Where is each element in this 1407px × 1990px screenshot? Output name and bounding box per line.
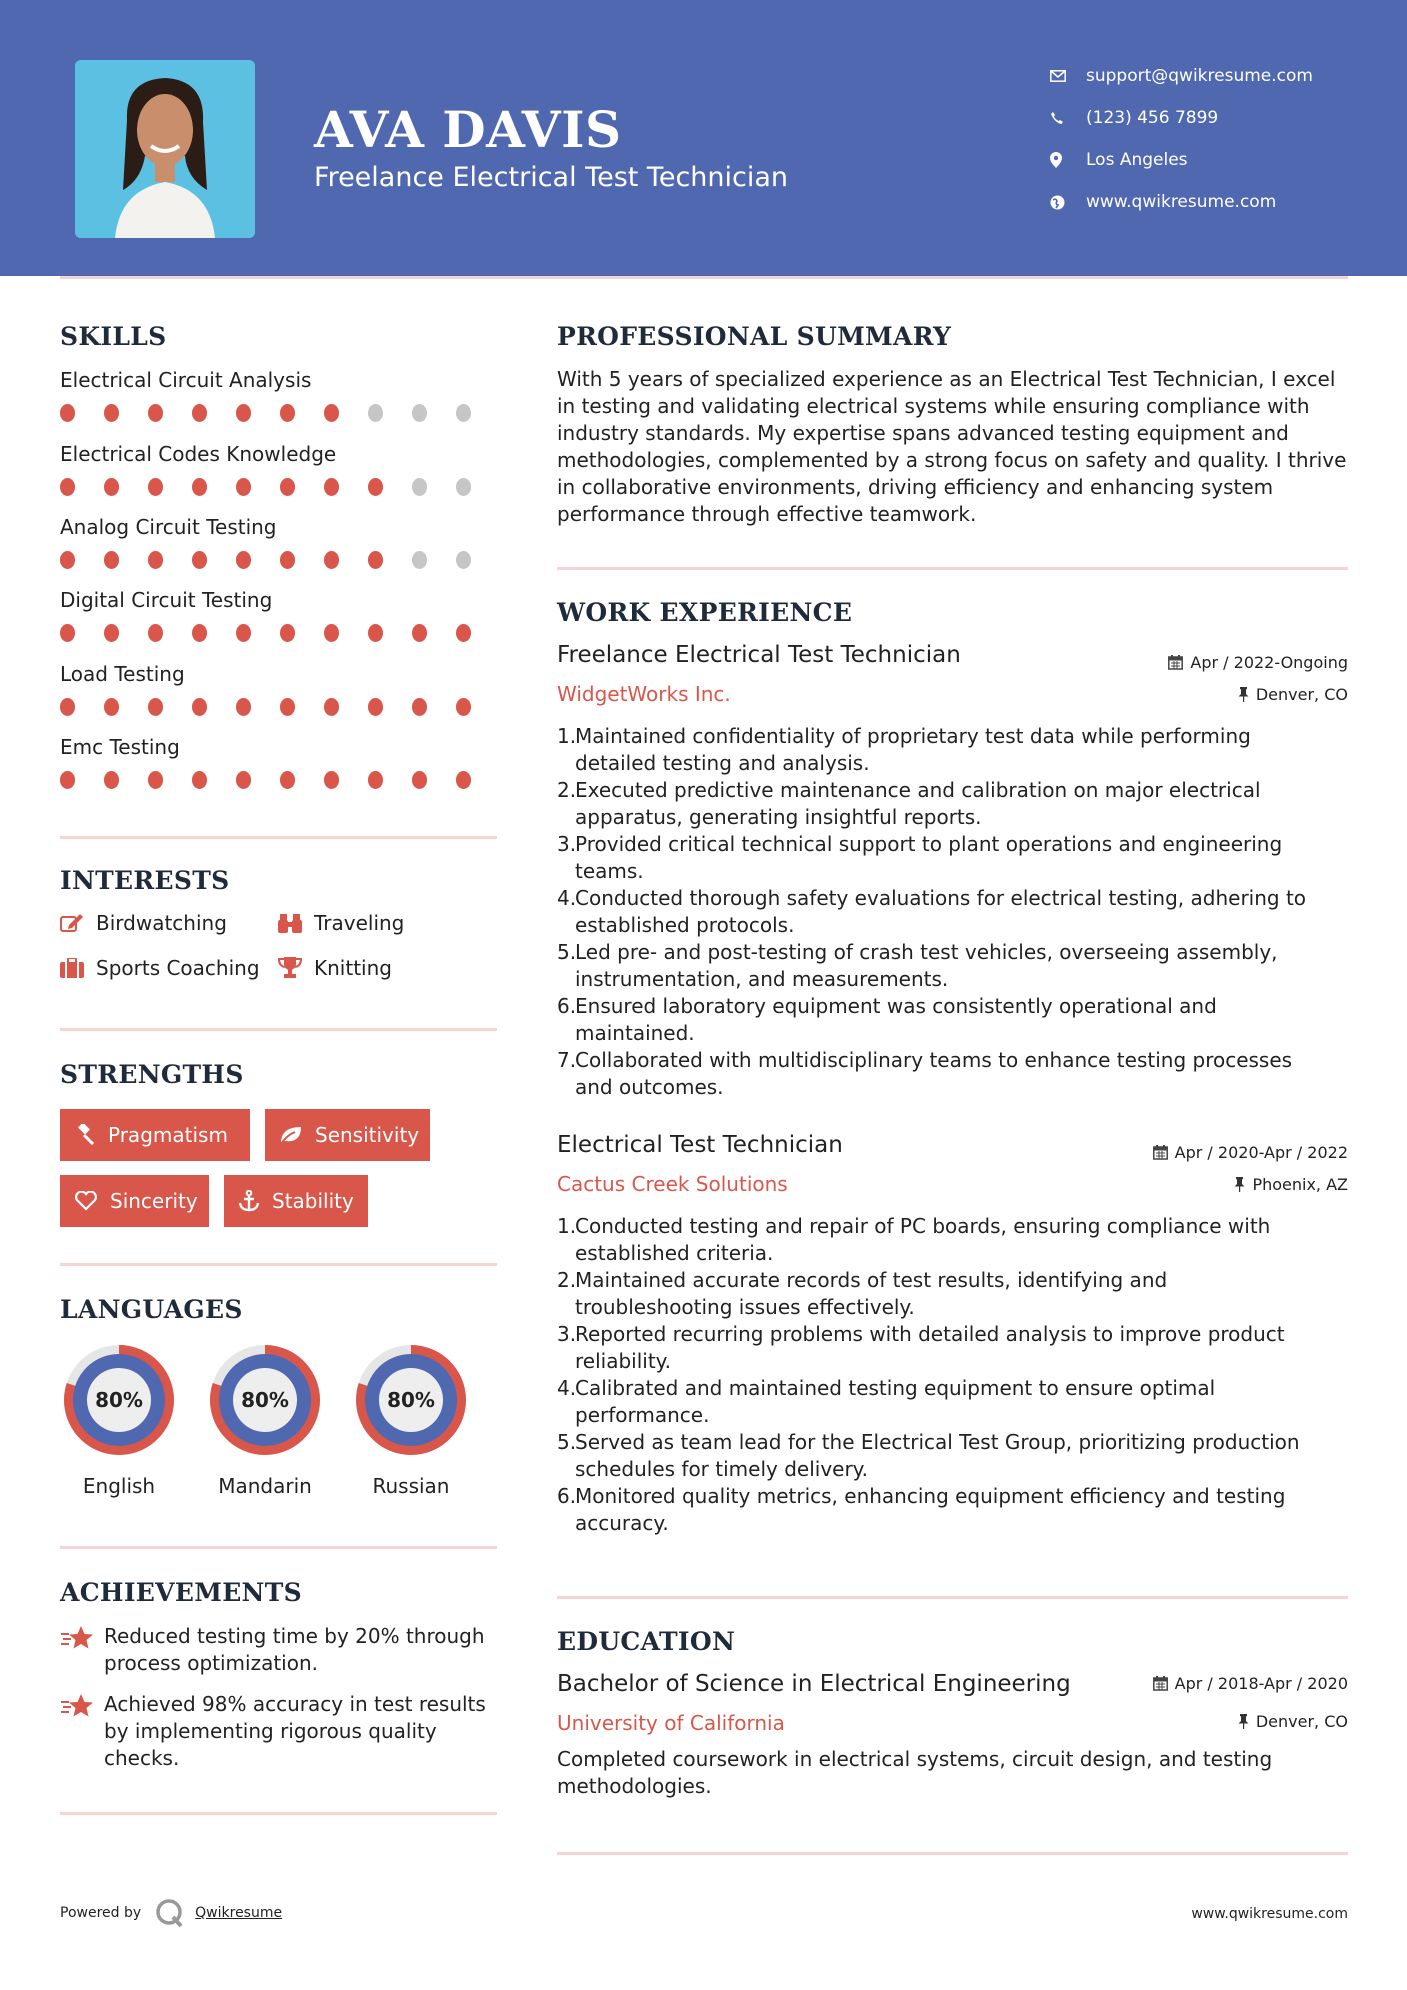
interest-label: Sports Coaching <box>96 956 260 980</box>
rating-dot-filled <box>148 771 163 789</box>
language-percent: 80% <box>387 1388 435 1412</box>
rating-dot-filled <box>280 624 295 642</box>
contact-phone-text: (123) 456 7899 <box>1086 108 1219 128</box>
job-company: WidgetWorks Inc. <box>557 682 731 706</box>
language-ring <box>57 1338 181 1462</box>
summary-heading: PROFESSIONAL SUMMARY <box>557 322 952 351</box>
footer-brand-link[interactable]: Qwikresume <box>195 1905 283 1921</box>
rating-dot-empty <box>456 478 471 496</box>
contact-email[interactable] <box>1050 55 1313 97</box>
rating-dot-filled <box>104 551 119 569</box>
bullet-number: 1. <box>557 724 577 748</box>
education-location <box>1238 1712 1348 1731</box>
rating-dot-filled <box>60 551 75 569</box>
job-bullet <box>557 885 1352 939</box>
rating-dot-filled <box>236 404 251 422</box>
star-icon <box>60 1623 104 1677</box>
rating-dot-filled <box>192 404 207 422</box>
strength-badge <box>265 1109 430 1161</box>
trophy-icon <box>278 957 314 979</box>
skill-name: Analog Circuit Testing <box>60 515 277 539</box>
heart-icon <box>74 1191 98 1211</box>
job-location <box>1238 685 1348 704</box>
star-icon <box>60 1691 104 1772</box>
rating-dot-filled <box>104 771 119 789</box>
job-bullet <box>557 1429 1352 1483</box>
contact-phone[interactable] <box>1050 97 1313 139</box>
bullet-text: Ensured laboratory equipment was consistently operational and maintained. <box>575 994 1217 1045</box>
language-ring <box>349 1338 473 1462</box>
bullet-number: 1. <box>557 1214 577 1238</box>
interest-item <box>60 956 260 980</box>
rating-dot-filled <box>192 478 207 496</box>
skill-rating <box>60 698 500 716</box>
bullet-number: 6. <box>557 1484 577 1508</box>
interest-label: Traveling <box>314 911 405 935</box>
job-bullet <box>557 1375 1352 1429</box>
job-date-text: Apr / 2020-Apr / 2022 <box>1174 1143 1348 1162</box>
rating-dot-filled <box>324 698 339 716</box>
rating-dot-filled <box>60 624 75 642</box>
skill-rating <box>60 624 500 642</box>
skill-item <box>60 442 500 496</box>
rating-dot-empty <box>456 551 471 569</box>
contact-website[interactable] <box>1050 181 1313 223</box>
job-bullet <box>557 939 1352 993</box>
bullet-text: Reported recurring problems with detailed analysis to improve product reliability. <box>575 1322 1285 1373</box>
job-date <box>1168 653 1348 672</box>
rating-dot-filled <box>280 551 295 569</box>
bullet-number: 6. <box>557 994 577 1018</box>
strength-label: Pragmatism <box>108 1123 228 1147</box>
rating-dot-filled <box>148 551 163 569</box>
experience-heading: WORK EXPERIENCE <box>557 598 853 627</box>
education-heading: EDUCATION <box>557 1627 736 1656</box>
rating-dot-filled <box>324 478 339 496</box>
achievement-item <box>60 1623 500 1677</box>
section-divider <box>60 1263 497 1266</box>
contact-location-text: Los Angeles <box>1086 150 1188 170</box>
rating-dot-filled <box>192 771 207 789</box>
strength-badge <box>60 1175 209 1227</box>
bullet-text: Provided critical technical support to plant operations and engineering teams. <box>575 832 1283 883</box>
skill-item <box>60 515 500 569</box>
language-item <box>203 1338 327 1498</box>
leaf-icon <box>279 1125 303 1145</box>
contact-list <box>1050 55 1313 223</box>
languages-heading: LANGUAGES <box>60 1295 243 1324</box>
skill-item <box>60 735 500 789</box>
contact-location <box>1050 139 1313 181</box>
rating-dot-filled <box>236 551 251 569</box>
resume-header <box>0 0 1407 276</box>
rating-dot-empty <box>368 404 383 422</box>
language-percent: 80% <box>95 1388 143 1412</box>
job-bullet <box>557 1321 1352 1375</box>
rating-dot-filled <box>60 404 75 422</box>
envelope-icon <box>1050 70 1086 82</box>
rating-dot-filled <box>104 478 119 496</box>
rating-dot-filled <box>368 551 383 569</box>
rating-dot-filled <box>60 698 75 716</box>
job-bullet <box>557 1267 1352 1321</box>
job-date-text: Apr / 2022-Ongoing <box>1190 653 1348 672</box>
rating-dot-filled <box>104 404 119 422</box>
education-date-text: Apr / 2018-Apr / 2020 <box>1174 1674 1348 1693</box>
education-date <box>1153 1674 1348 1693</box>
job-bullet <box>557 831 1352 885</box>
section-divider <box>557 1852 1348 1855</box>
skill-name: Electrical Codes Knowledge <box>60 442 337 466</box>
rating-dot-empty <box>456 404 471 422</box>
rating-dot-filled <box>280 478 295 496</box>
achievement-item <box>60 1691 500 1772</box>
bullet-text: Maintained accurate records of test results, identifying and troubleshooting issues effectively. <box>575 1268 1168 1319</box>
skill-rating <box>60 551 500 569</box>
rating-dot-filled <box>236 698 251 716</box>
interest-item <box>60 911 227 935</box>
rating-dot-filled <box>456 771 471 789</box>
job-title: Freelance Electrical Test Technician <box>557 642 961 668</box>
strength-label: Stability <box>272 1189 354 1213</box>
job-bullet <box>557 993 1352 1047</box>
education-description: Completed coursework in electrical systems, circuit design, and testing methodologies. <box>557 1747 1273 1798</box>
strength-label: Sensitivity <box>315 1123 420 1147</box>
rating-dot-filled <box>104 698 119 716</box>
pushpin-icon <box>1238 1714 1249 1729</box>
bullet-number: 5. <box>557 1430 577 1454</box>
language-name: English <box>82 1474 156 1498</box>
bullet-number: 2. <box>557 1268 577 1292</box>
pushpin-icon <box>1238 687 1249 702</box>
rating-dot-filled <box>324 551 339 569</box>
job-bullet <box>557 777 1352 831</box>
rating-dot-filled <box>60 478 75 496</box>
rating-dot-filled <box>324 624 339 642</box>
profile-photo <box>75 60 255 238</box>
candidate-title: Freelance Electrical Test Technician <box>314 162 789 193</box>
rating-dot-filled <box>280 771 295 789</box>
footer-url[interactable]: www.qwikresume.com <box>1191 1906 1348 1922</box>
header-divider <box>60 276 1348 279</box>
strengths-heading: STRENGTHS <box>60 1060 244 1089</box>
rating-dot-filled <box>280 404 295 422</box>
skill-rating <box>60 404 500 422</box>
interest-item <box>278 911 404 935</box>
job-company: Cactus Creek Solutions <box>557 1172 788 1196</box>
rating-dot-filled <box>368 624 383 642</box>
bullet-number: 3. <box>557 1322 577 1346</box>
job-bullets <box>557 723 1352 1101</box>
job-bullet <box>557 1047 1352 1101</box>
education-location-text: Denver, CO <box>1255 1712 1348 1731</box>
rating-dot-filled <box>104 624 119 642</box>
language-ring <box>203 1338 327 1462</box>
section-divider <box>60 1028 497 1031</box>
section-divider <box>557 567 1348 570</box>
skill-item <box>60 368 500 422</box>
strength-badge <box>60 1109 250 1161</box>
rating-dot-filled <box>412 698 427 716</box>
interest-item <box>278 956 392 980</box>
calendar-icon <box>1153 1676 1168 1691</box>
bullet-number: 4. <box>557 886 577 910</box>
skill-item <box>60 662 500 716</box>
rating-dot-filled <box>192 551 207 569</box>
rating-dot-filled <box>412 624 427 642</box>
language-item <box>349 1338 473 1498</box>
section-divider <box>60 1546 497 1549</box>
globe-icon <box>1050 195 1086 210</box>
contact-email-text: support@qwikresume.com <box>1086 66 1313 86</box>
skill-name: Digital Circuit Testing <box>60 588 273 612</box>
skill-rating <box>60 771 500 789</box>
footer-powered-by <box>60 1898 282 1928</box>
contact-website-text: www.qwikresume.com <box>1086 192 1277 212</box>
education-school: University of California <box>557 1711 785 1735</box>
job-title: Electrical Test Technician <box>557 1132 843 1158</box>
rating-dot-filled <box>148 478 163 496</box>
bullet-number: 3. <box>557 832 577 856</box>
interest-label: Birdwatching <box>96 911 227 935</box>
rating-dot-filled <box>324 404 339 422</box>
bullet-text: Conducted testing and repair of PC boards, ensuring compliance with established criteria. <box>575 1214 1271 1265</box>
rating-dot-filled <box>280 698 295 716</box>
skill-item <box>60 588 500 642</box>
achievement-text: Reduced testing time by 20% through process optimization. <box>104 1624 485 1675</box>
bullet-text: Calibrated and maintained testing equipment to ensure optimal performance. <box>575 1376 1216 1427</box>
job-date <box>1153 1143 1348 1162</box>
binoculars-icon <box>278 912 314 934</box>
section-divider <box>557 1596 1348 1599</box>
rating-dot-filled <box>148 404 163 422</box>
calendar-icon <box>1168 655 1183 670</box>
bullet-number: 5. <box>557 940 577 964</box>
job-location-text: Phoenix, AZ <box>1252 1175 1348 1194</box>
language-name: Mandarin <box>218 1474 312 1498</box>
phone-icon <box>1050 111 1086 125</box>
rating-dot-filled <box>148 698 163 716</box>
skill-name: Load Testing <box>60 662 185 686</box>
section-divider <box>60 1812 497 1815</box>
job-bullet <box>557 723 1352 777</box>
bullet-number: 7. <box>557 1048 577 1072</box>
interest-label: Knitting <box>314 956 392 980</box>
bullet-text: Collaborated with multidisciplinary teams to enhance testing processes and outcomes. <box>575 1048 1293 1099</box>
bullet-text: Served as team lead for the Electrical Test Group, prioritizing production schedules for timely delivery. <box>575 1430 1300 1481</box>
bullet-text: Maintained confidentiality of proprietary test data while performing detailed testing and analysis. <box>575 724 1251 775</box>
section-divider <box>60 836 497 839</box>
strength-badge <box>224 1175 368 1227</box>
bullet-number: 2. <box>557 778 577 802</box>
language-name: Russian <box>372 1474 450 1498</box>
powered-by-text: Powered by <box>60 1905 142 1921</box>
bullet-text: Monitored quality metrics, enhancing equipment efficiency and testing accuracy. <box>575 1484 1286 1535</box>
job-bullet <box>557 1213 1352 1267</box>
achievement-text: Achieved 98% accuracy in test results by implementing rigorous quality checks. <box>104 1692 486 1770</box>
candidate-name: AVA DAVIS <box>314 100 622 159</box>
skill-name: Emc Testing <box>60 735 180 759</box>
language-item <box>57 1338 181 1498</box>
calendar-icon <box>1153 1145 1168 1160</box>
pushpin-icon <box>1234 1177 1245 1192</box>
job-location-text: Denver, CO <box>1255 685 1348 704</box>
rating-dot-empty <box>412 551 427 569</box>
bullet-number: 4. <box>557 1376 577 1400</box>
rating-dot-filled <box>368 698 383 716</box>
job-location <box>1234 1175 1348 1194</box>
bullet-text: Conducted thorough safety evaluations for electrical testing, adhering to established protocols. <box>575 886 1307 937</box>
rating-dot-filled <box>368 771 383 789</box>
bullet-text: Executed predictive maintenance and calibration on major electrical apparatus, generating insightful reports. <box>575 778 1261 829</box>
anchor-icon <box>238 1190 260 1212</box>
skills-heading: SKILLS <box>60 322 167 351</box>
rating-dot-empty <box>412 478 427 496</box>
summary-text: With 5 years of specialized experience as an Electrical Test Technician, I excel in testing and validating electrical systems while ensuring compliance with industry standards. My expertise spans advanced testing equipment and methodologies, complemented by a strong focus on safety and quality. I thrive in collaborative environments, driving efficiency and enhancing system performance through effective teamwork. <box>557 367 1347 526</box>
rating-dot-filled <box>324 771 339 789</box>
achievements-heading: ACHIEVEMENTS <box>60 1578 302 1607</box>
skill-name: Electrical Circuit Analysis <box>60 368 312 392</box>
rating-dot-filled <box>456 698 471 716</box>
interests-heading: INTERESTS <box>60 866 230 895</box>
edit-icon <box>60 913 96 933</box>
rating-dot-filled <box>412 771 427 789</box>
bullet-text: Led pre- and post-testing of crash test vehicles, overseeing assembly, instrumentation, and measurements. <box>575 940 1278 991</box>
rating-dot-filled <box>236 478 251 496</box>
gavel-icon <box>74 1124 96 1146</box>
rating-dot-filled <box>236 771 251 789</box>
rating-dot-filled <box>192 624 207 642</box>
rating-dot-filled <box>148 624 163 642</box>
education-degree: Bachelor of Science in Electrical Engineering <box>557 1671 1071 1697</box>
rating-dot-filled <box>192 698 207 716</box>
rating-dot-filled <box>456 624 471 642</box>
language-percent: 80% <box>241 1388 289 1412</box>
rating-dot-filled <box>60 771 75 789</box>
qwikresume-logo-icon <box>155 1898 185 1928</box>
rating-dot-filled <box>368 478 383 496</box>
briefcase-icon <box>60 958 96 978</box>
skill-rating <box>60 478 500 496</box>
map-pin-icon <box>1050 152 1086 168</box>
job-bullet <box>557 1483 1352 1537</box>
rating-dot-filled <box>236 624 251 642</box>
rating-dot-empty <box>412 404 427 422</box>
strength-label: Sincerity <box>110 1189 198 1213</box>
job-bullets <box>557 1213 1352 1537</box>
